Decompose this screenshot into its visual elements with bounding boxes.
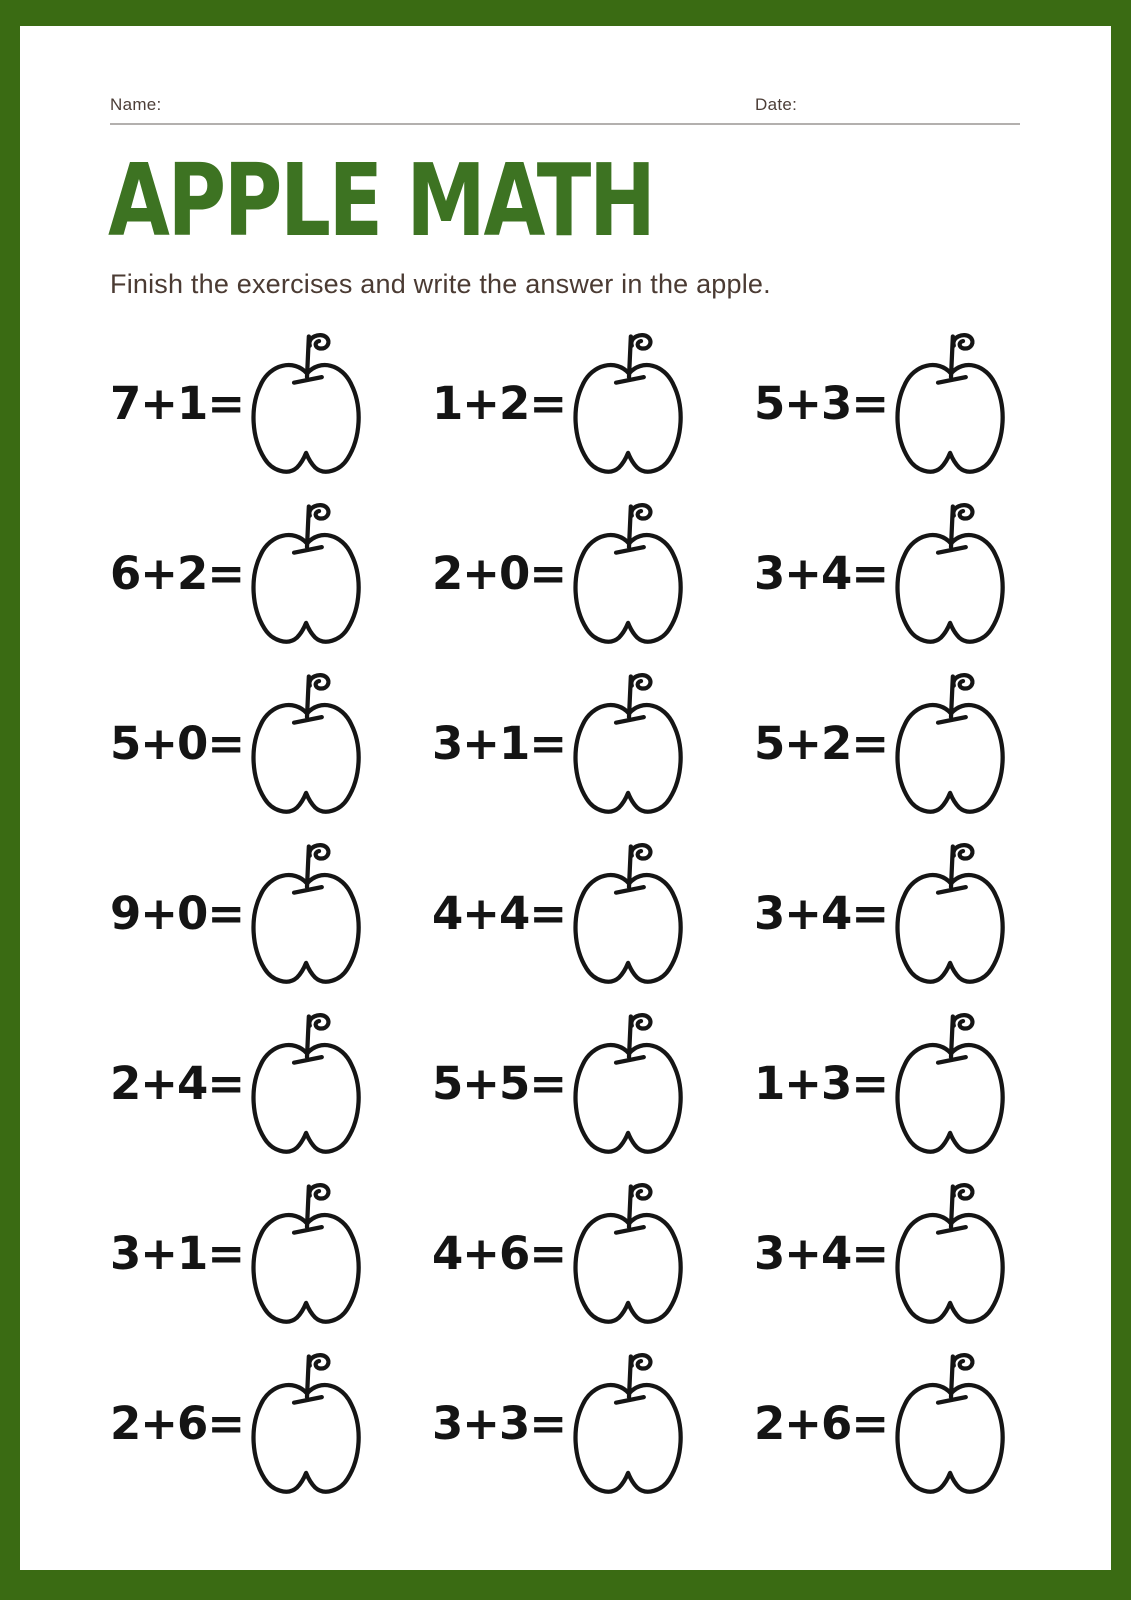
equation-label: 4+6= [432, 1226, 567, 1280]
apple-outline-icon[interactable] [890, 1178, 1012, 1328]
exercise-cell [110, 488, 432, 658]
page-subtitle: Finish the exercises and write the answer in the apple. [110, 269, 771, 299]
page-title: APPLE MATH [108, 142, 654, 259]
exercise-cell [754, 488, 1076, 658]
name-date-line[interactable] [110, 95, 1020, 125]
equation-label: 7+1= [110, 376, 245, 430]
apple-outline-icon[interactable] [246, 668, 368, 818]
exercise-cell [432, 998, 754, 1168]
name-label: Name: [110, 95, 162, 114]
apple-outline-icon[interactable] [890, 1008, 1012, 1158]
apple-outline-icon[interactable] [568, 498, 690, 648]
exercise-cell [110, 828, 432, 998]
equation-label: 2+4= [110, 1056, 245, 1110]
worksheet-sheet [20, 26, 1111, 1570]
exercise-cell [110, 1338, 432, 1508]
exercise-cell [754, 828, 1076, 998]
equation-label: 6+2= [110, 546, 245, 600]
apple-outline-icon[interactable] [568, 1178, 690, 1328]
apple-outline-icon[interactable] [568, 1348, 690, 1498]
apple-outline-icon[interactable] [890, 328, 1012, 478]
apple-outline-icon[interactable] [568, 328, 690, 478]
exercise-cell [110, 318, 432, 488]
equation-label: 3+4= [754, 546, 889, 600]
exercise-cell [432, 828, 754, 998]
apple-outline-icon[interactable] [568, 668, 690, 818]
apple-outline-icon[interactable] [246, 498, 368, 648]
apple-outline-icon[interactable] [890, 838, 1012, 988]
exercise-cell [754, 658, 1076, 828]
apple-outline-icon[interactable] [246, 1008, 368, 1158]
exercise-cell [432, 488, 754, 658]
equation-label: 3+1= [432, 716, 567, 770]
exercise-cell [432, 658, 754, 828]
exercise-cell [754, 318, 1076, 488]
apple-outline-icon[interactable] [890, 1348, 1012, 1498]
equation-label: 5+0= [110, 716, 245, 770]
equation-label: 2+0= [432, 546, 567, 600]
date-label: Date: [755, 95, 798, 114]
exercise-cell [110, 658, 432, 828]
equation-label: 1+2= [432, 376, 567, 430]
equation-label: 3+1= [110, 1226, 245, 1280]
equation-label: 3+4= [754, 886, 889, 940]
exercise-grid [110, 318, 1076, 1508]
exercise-cell [754, 1168, 1076, 1338]
apple-outline-icon[interactable] [246, 838, 368, 988]
equation-label: 5+5= [432, 1056, 567, 1110]
equation-label: 4+4= [432, 886, 567, 940]
exercise-cell [432, 1338, 754, 1508]
exercise-cell [110, 1168, 432, 1338]
equation-label: 3+4= [754, 1226, 889, 1280]
equation-label: 3+3= [432, 1396, 567, 1450]
apple-outline-icon[interactable] [890, 668, 1012, 818]
equation-label: 9+0= [110, 886, 245, 940]
apple-outline-icon[interactable] [246, 328, 368, 478]
apple-outline-icon[interactable] [568, 838, 690, 988]
equation-label: 2+6= [110, 1396, 245, 1450]
equation-label: 1+3= [754, 1056, 889, 1110]
exercise-cell [432, 1168, 754, 1338]
exercise-cell [110, 998, 432, 1168]
apple-outline-icon[interactable] [246, 1348, 368, 1498]
equation-label: 2+6= [754, 1396, 889, 1450]
equation-label: 5+2= [754, 716, 889, 770]
exercise-cell [432, 318, 754, 488]
exercise-cell [754, 998, 1076, 1168]
apple-outline-icon[interactable] [890, 498, 1012, 648]
apple-outline-icon[interactable] [568, 1008, 690, 1158]
apple-outline-icon[interactable] [246, 1178, 368, 1328]
equation-label: 5+3= [754, 376, 889, 430]
exercise-cell [754, 1338, 1076, 1508]
